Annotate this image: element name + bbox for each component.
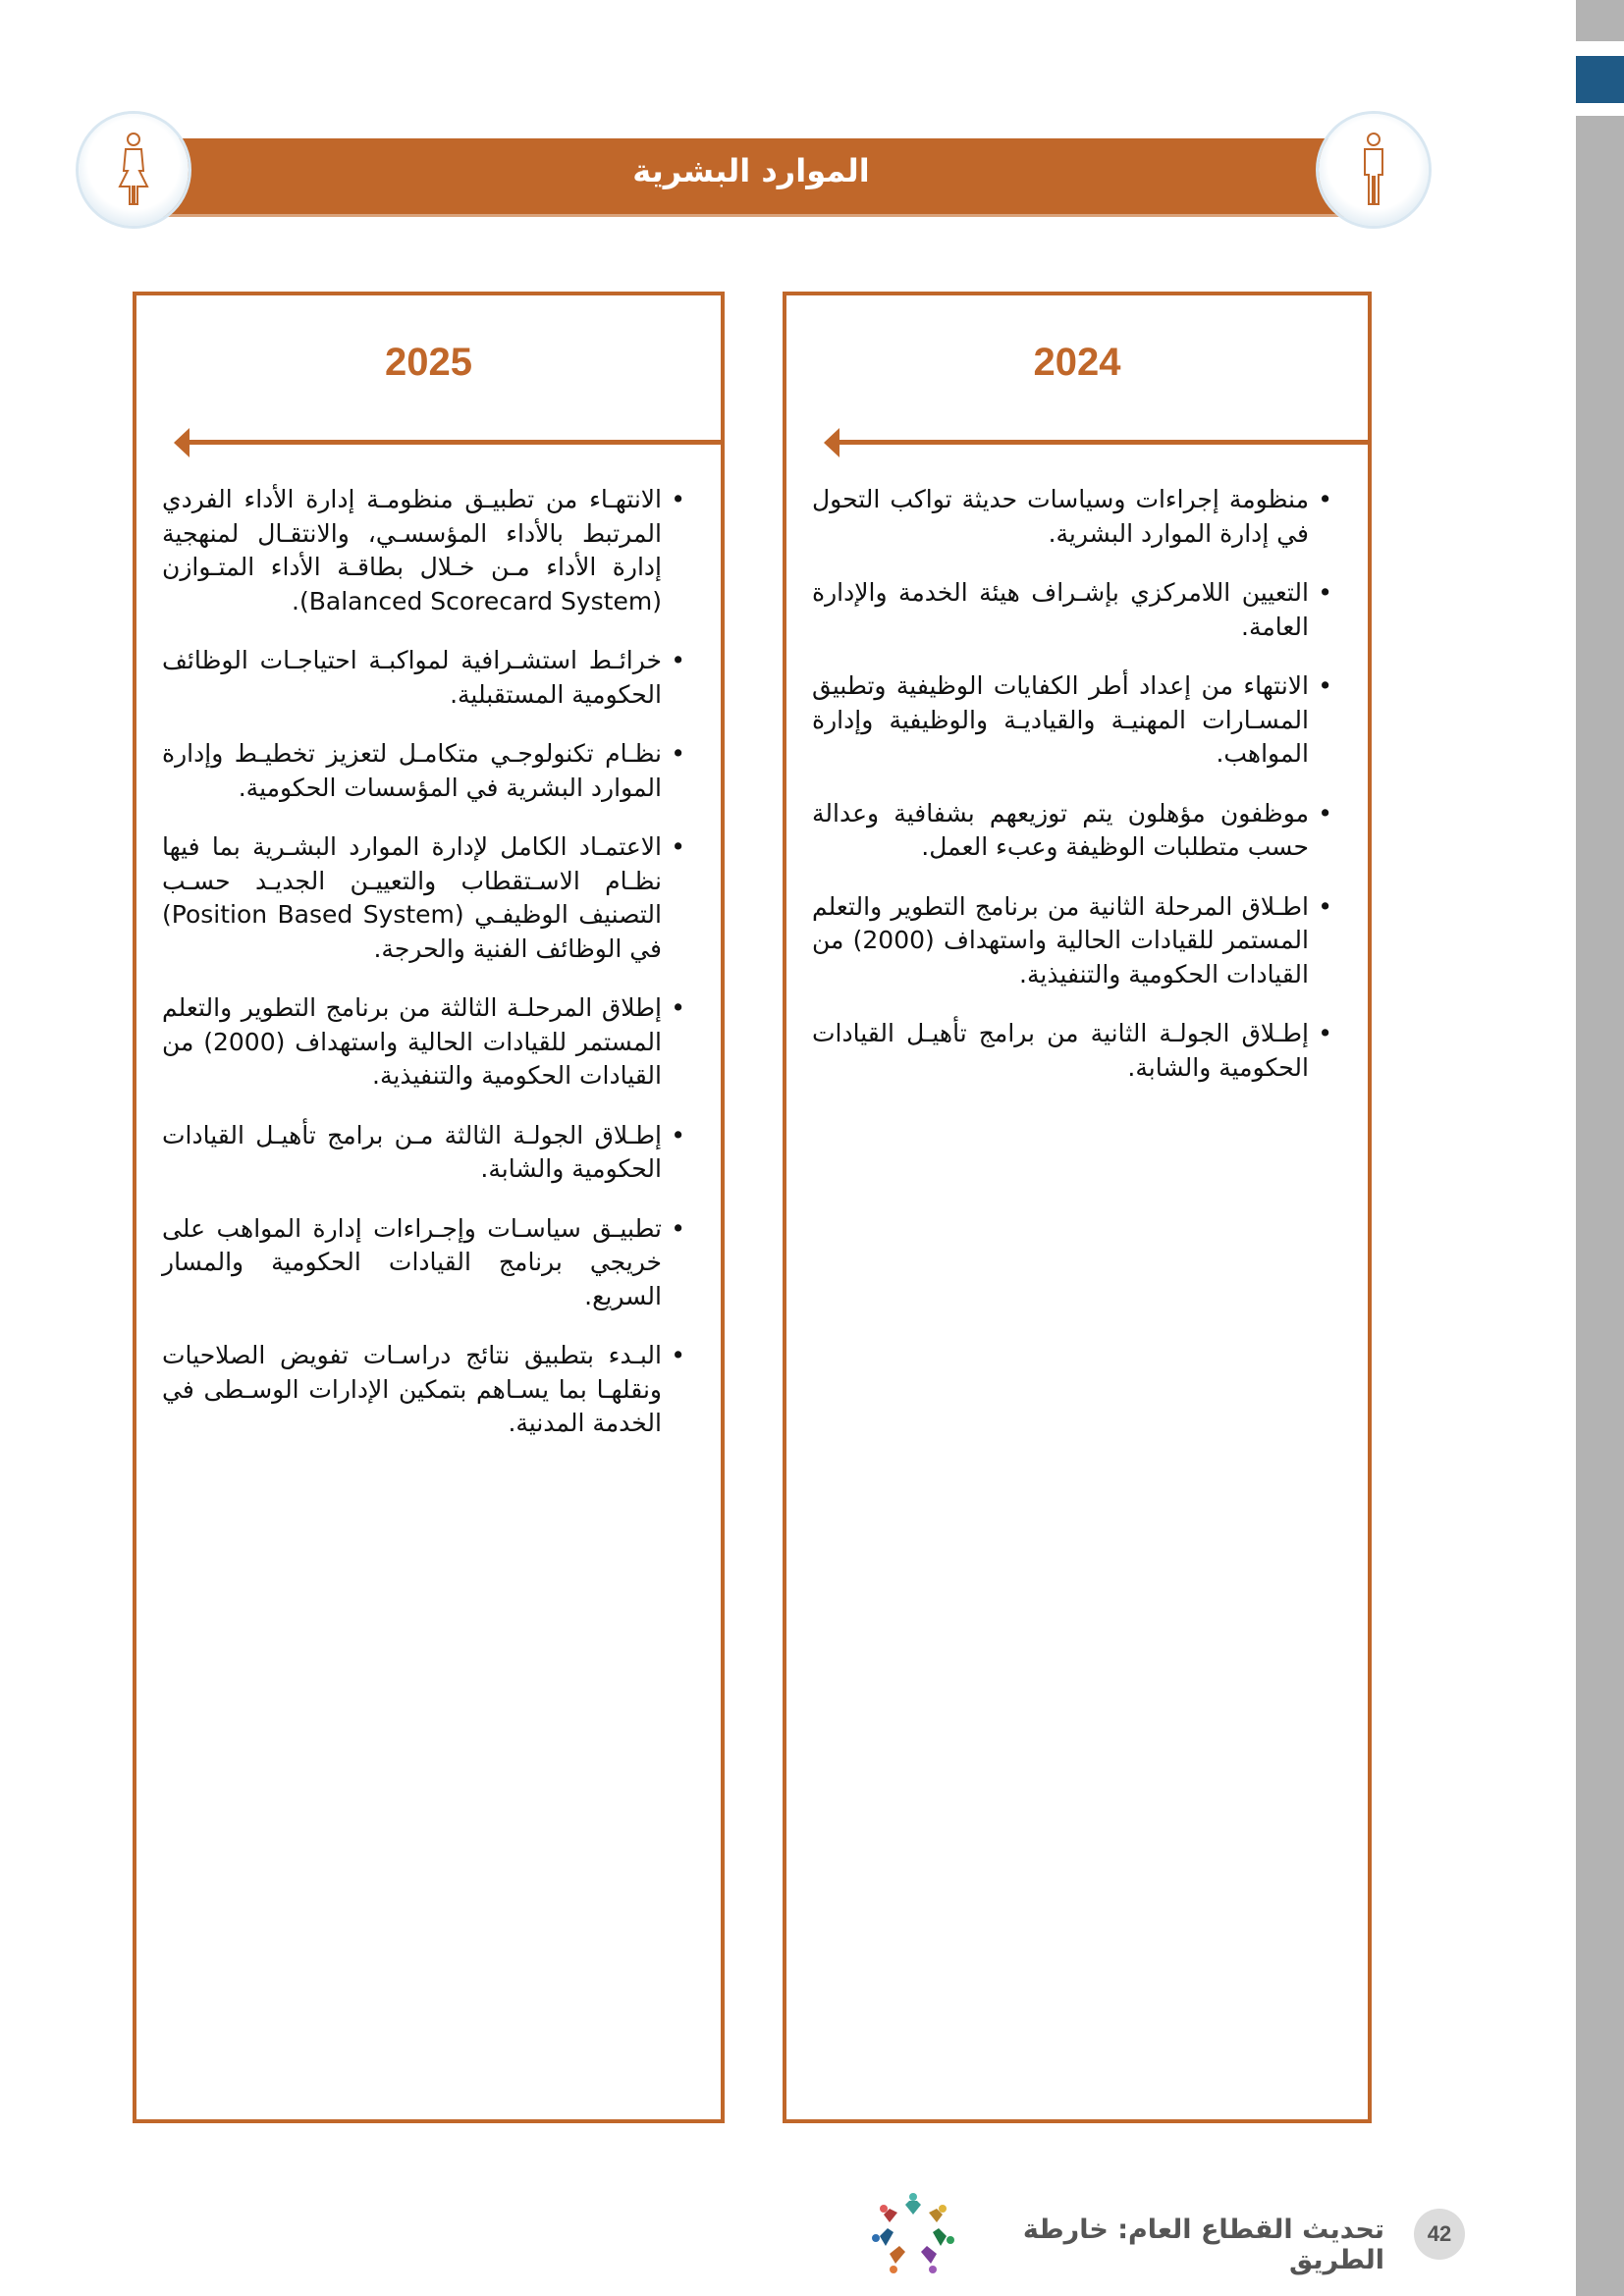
page-number: 42 bbox=[1414, 2209, 1465, 2260]
list-item: • إطلاق المرحلـة الثالثة من برنامج التطوير والتعلم المستمر للقيادات الحالية واستهداف (2000) من القيادات الحكومية والتنفيذية. bbox=[162, 991, 685, 1094]
column-border bbox=[1368, 292, 1372, 2123]
people-circle-logo bbox=[872, 2191, 954, 2273]
goals-list bbox=[812, 483, 1332, 1110]
list-item: • التعيين اللامركزي بإشـراف هيئة الخدمة والإدارة العامة. bbox=[812, 576, 1332, 644]
arrow-left-icon bbox=[187, 440, 725, 445]
chapter-tab-marker bbox=[1576, 56, 1624, 103]
column-2024 bbox=[783, 292, 1372, 2123]
column-border bbox=[133, 292, 136, 2123]
list-item: • منظومة إجراءات وسياسات حديثة تواكب التحول في إدارة الموارد البشرية. bbox=[812, 483, 1332, 551]
column-border bbox=[133, 2119, 725, 2123]
sidebar-strip bbox=[1576, 116, 1624, 2296]
sidebar-strip-top bbox=[1576, 0, 1624, 41]
footer-title: تحديث القطاع العام: خارطة الطريق bbox=[1022, 2215, 1384, 2275]
list-item: • نظـام تكنولوجـي متكامـل لتعزيز تخطيـط وإدارة الموارد البشرية في المؤسسات الحكومية. bbox=[162, 737, 685, 805]
column-border bbox=[721, 292, 725, 2123]
list-item: • الانتهـاء من تطبيـق منظومـة إدارة الأداء الفردي المرتبط بالأداء المؤسسـي، والانتقـال لمنهجية إدارة الأداء مـن خـلال بطاقـة الأداء المتـوازن (Balanced Scorecard System). bbox=[162, 483, 685, 618]
column-border bbox=[783, 292, 786, 2123]
year-label: 2025 bbox=[385, 341, 472, 384]
list-item: • إطـلاق الجولـة الثالثة مـن برامج تأهيـل القيادات الحكومية والشابة. bbox=[162, 1119, 685, 1187]
list-item: • اطـلاق المرحلة الثانية من برنامج التطوير والتعلم المستمر للقيادات الحالية واستهداف (2000) من القيادات الحكومية والتنفيذية. bbox=[812, 890, 1332, 992]
arrow-head-icon bbox=[824, 428, 839, 457]
section-title: الموارد البشرية bbox=[632, 152, 870, 189]
list-item: • الانتهاء من إعداد أطر الكفايات الوظيفية وتطبيق المسـارات المهنيـة والقياديـة والوظيفية وإدارة المواهب. bbox=[812, 669, 1332, 772]
column-border bbox=[783, 2119, 1372, 2123]
year-label: 2024 bbox=[1033, 341, 1121, 384]
list-item: • خرائـط استشـرافية لمواكبـة احتياجـات الوظائف الحكومية المستقبلية. bbox=[162, 644, 685, 712]
arrow-left-icon bbox=[837, 440, 1372, 445]
section-banner bbox=[147, 138, 1355, 217]
list-item: • تطبيـق سياسـات وإجـراءات إدارة المواهب على خريجي برنامج القيادات الحكومية والمسار السريع. bbox=[162, 1212, 685, 1314]
female-person-icon bbox=[79, 114, 189, 226]
list-item: • إطـلاق الجولـة الثانية من برامج تأهيـل القيادات الحكومية والشابة. bbox=[812, 1017, 1332, 1085]
list-item: • الاعتمـاد الكامل لإدارة الموارد البشـرية بما فيها نظـام الاسـتقطاب والتعييـن الجديـد حسـب التصنيف الوظيفـي (Position Based System) في الوظائف الفنية والحرجة. bbox=[162, 830, 685, 966]
column-2025 bbox=[133, 292, 725, 2123]
list-item: • البـدء بتطبيق نتائج دراسـات تفويض الصلاحيات ونقلهـا بما يسـاهم بتمكين الإدارات الوسـطى في الخدمة المدنية. bbox=[162, 1339, 685, 1441]
male-person-icon bbox=[1319, 114, 1429, 226]
goals-list bbox=[162, 483, 685, 1467]
list-item: • موظفون مؤهلون يتم توزيعهم بشفافية وعدالة حسب متطلبات الوظيفة وعبء العمل. bbox=[812, 797, 1332, 865]
arrow-head-icon bbox=[174, 428, 189, 457]
